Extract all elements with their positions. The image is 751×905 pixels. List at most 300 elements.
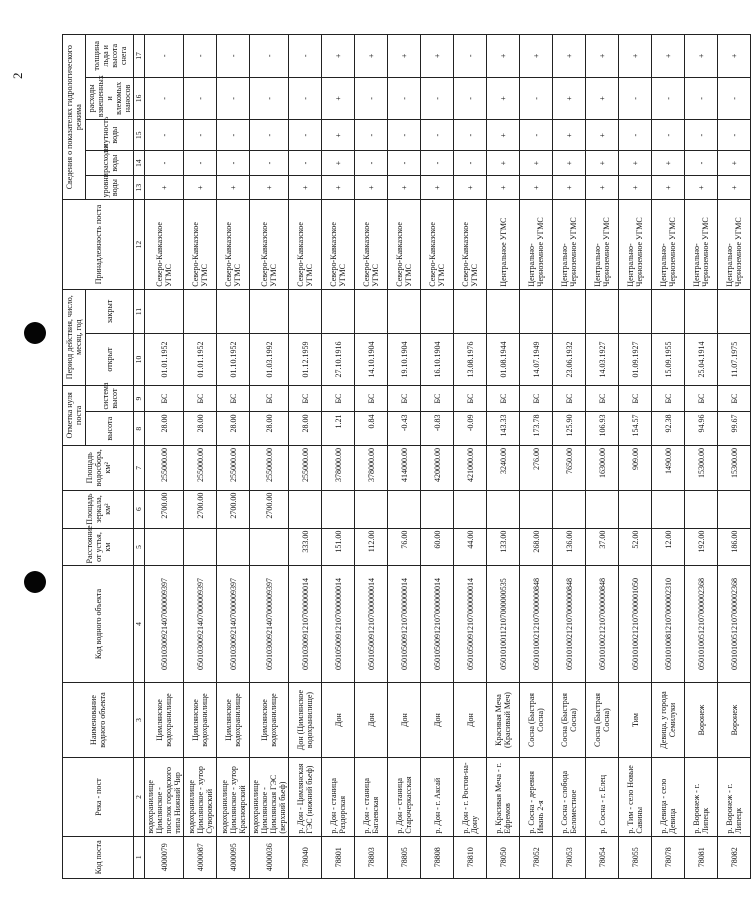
column-number: 6 xyxy=(134,490,145,528)
header-owner: Принадлежность поста xyxy=(63,200,134,289)
water-object-name: Дон xyxy=(454,682,487,758)
table-row xyxy=(520,35,553,879)
height-system: БС xyxy=(685,385,718,412)
owner: Северо-Кавказское УГМС xyxy=(388,200,421,289)
owner: Центрально-Черноземное УГМС xyxy=(619,200,652,289)
water-levels-flag: + xyxy=(145,175,184,200)
water-object-code: 05010500912107000000014 xyxy=(355,566,388,682)
ice-snow-flag: + xyxy=(322,35,355,78)
table-row xyxy=(322,35,355,879)
closed-date xyxy=(388,289,421,334)
water-object-code: 05010300921407000009397 xyxy=(250,566,289,682)
header-water-flow: расходы воды xyxy=(86,151,134,176)
turbidity-flag: - xyxy=(520,120,553,151)
header-river-post: Река - пост xyxy=(63,758,134,836)
distance: 151.00 xyxy=(322,528,355,566)
basin-area: 378000.00 xyxy=(322,445,355,490)
water-levels-flag: + xyxy=(250,175,289,200)
closed-date xyxy=(652,289,685,334)
height-system: БС xyxy=(322,385,355,412)
post-code: 78081 xyxy=(685,836,718,878)
opened-date: 11.07.1975 xyxy=(718,334,751,385)
opened-date: 01.09.1927 xyxy=(619,334,652,385)
river-post: р. Дон - станица Старочеркасская xyxy=(388,758,421,836)
water-object-name: Дон (Цимлянское водохранилище) xyxy=(289,682,322,758)
distance xyxy=(217,528,250,566)
river-post: р. Сосна - деревня Ивань 2-я xyxy=(520,758,553,836)
owner: Центрально-Черноземное УГМС xyxy=(652,200,685,289)
closed-date xyxy=(355,289,388,334)
water-object-name: Дон xyxy=(421,682,454,758)
distance: 333.00 xyxy=(289,528,322,566)
distance xyxy=(145,528,184,566)
zero-height: 143.33 xyxy=(487,412,520,445)
river-post: водохранилище Цимлянское - хутор Красноярский xyxy=(217,758,250,836)
turbidity-flag: - xyxy=(289,120,322,151)
ice-snow-flag: - xyxy=(289,35,322,78)
turbidity-flag: - xyxy=(184,120,217,151)
zero-height: 173.78 xyxy=(520,412,553,445)
zero-height: -0.43 xyxy=(388,412,421,445)
height-system: БС xyxy=(718,385,751,412)
water-object-name: Цимлянское водохранилище xyxy=(217,682,250,758)
river-post: р. Воронеж - г. Липецк xyxy=(685,758,718,836)
distance: 37.00 xyxy=(586,528,619,566)
basin-area: 255000.00 xyxy=(217,445,250,490)
basin-area: 276.00 xyxy=(520,445,553,490)
river-post: р. Воронеж - г. Липецк xyxy=(718,758,751,836)
river-post: водохранилище Цимлянское - Цимлянская ГЭС (верхний бьеф) xyxy=(250,758,289,836)
zero-height: 106.93 xyxy=(586,412,619,445)
river-post: р. Дон - Цимлянская ГЭС (нижний бьеф) xyxy=(289,758,322,836)
water-levels-flag: + xyxy=(289,175,322,200)
water-levels-flag: + xyxy=(652,175,685,200)
height-system: БС xyxy=(520,385,553,412)
table-row xyxy=(685,35,718,879)
table-row xyxy=(388,35,421,879)
water-object-name: Девица, у города Семилуки xyxy=(652,682,685,758)
water-flow-flag: - xyxy=(217,151,250,176)
mirror-area xyxy=(586,490,619,528)
zero-height: 154.57 xyxy=(619,412,652,445)
water-object-name: Тим xyxy=(619,682,652,758)
column-number-row xyxy=(134,35,145,879)
basin-area: 7650.00 xyxy=(553,445,586,490)
height-system: БС xyxy=(619,385,652,412)
ice-snow-flag: + xyxy=(355,35,388,78)
column-number: 15 xyxy=(134,120,145,151)
column-number: 17 xyxy=(134,35,145,78)
turbidity-flag: - xyxy=(355,120,388,151)
opened-date: 15.09.1955 xyxy=(652,334,685,385)
water-object-code: 05010100812107000002310 xyxy=(652,566,685,682)
ice-snow-flag: + xyxy=(619,35,652,78)
mirror-area xyxy=(718,490,751,528)
table-row xyxy=(454,35,487,879)
water-levels-flag: + xyxy=(184,175,217,200)
owner: Северо-Кавказское УГМС xyxy=(421,200,454,289)
closed-date xyxy=(718,289,751,334)
owner: Северо-Кавказское УГМС xyxy=(250,200,289,289)
water-object-code: 05010100212107000000848 xyxy=(586,566,619,682)
zero-height: 28.00 xyxy=(217,412,250,445)
mirror-area xyxy=(487,490,520,528)
header-hydro-group: Сведения о показателях гидрологического режима xyxy=(63,35,86,200)
ice-snow-flag: + xyxy=(652,35,685,78)
post-code: 78803 xyxy=(355,836,388,878)
turbidity-flag: - xyxy=(685,120,718,151)
water-object-name: Цимлянское водохранилище xyxy=(184,682,217,758)
sediment-flag: - xyxy=(388,77,421,119)
water-object-name: Воронеж xyxy=(685,682,718,758)
header-zero-mark-group: Отметка нуля поста xyxy=(63,385,86,445)
column-number: 2 xyxy=(134,758,145,836)
header-water-object-name: Наименование водного объекта xyxy=(63,682,134,758)
water-object-name: Дон xyxy=(388,682,421,758)
sediment-flag: - xyxy=(718,77,751,119)
basin-area: 16300.00 xyxy=(586,445,619,490)
zero-height: 28.00 xyxy=(145,412,184,445)
table-row xyxy=(217,35,250,879)
water-object-name: Дон xyxy=(355,682,388,758)
basin-area: 414000.00 xyxy=(388,445,421,490)
water-levels-flag: + xyxy=(355,175,388,200)
owner: Центрально-Черноземное УГМС xyxy=(586,200,619,289)
post-code: 4000036 xyxy=(250,836,289,878)
water-flow-flag: - xyxy=(421,151,454,176)
zero-height: 28.00 xyxy=(184,412,217,445)
closed-date xyxy=(685,289,718,334)
sediment-flag: + xyxy=(586,77,619,119)
water-flow-flag: + xyxy=(520,151,553,176)
mirror-area xyxy=(388,490,421,528)
water-object-name: Сосна (Быстрая Сосна) xyxy=(553,682,586,758)
river-post: р. Красивая Меча - г. Ефремов xyxy=(487,758,520,836)
ice-snow-flag: + xyxy=(388,35,421,78)
table-row xyxy=(718,35,751,879)
water-object-code: 05010100512107000002368 xyxy=(718,566,751,682)
owner: Северо-Кавказское УГМС xyxy=(184,200,217,289)
column-number: 7 xyxy=(134,445,145,490)
basin-area: 421000.00 xyxy=(454,445,487,490)
water-flow-flag: + xyxy=(322,151,355,176)
water-object-code: 05010500912107000000014 xyxy=(388,566,421,682)
column-number: 14 xyxy=(134,151,145,176)
turbidity-flag: - xyxy=(454,120,487,151)
owner: Северо-Кавказское УГМС xyxy=(322,200,355,289)
water-flow-flag: - xyxy=(289,151,322,176)
opened-date: 14.10.1904 xyxy=(355,334,388,385)
column-number: 11 xyxy=(134,289,145,334)
owner: Центрально-Черноземное УГМС xyxy=(718,200,751,289)
table-row xyxy=(487,35,520,879)
closed-date xyxy=(184,289,217,334)
turbidity-flag: - xyxy=(718,120,751,151)
header-water-levels: уровни воды xyxy=(86,175,134,200)
owner: Северо-Кавказское УГМС xyxy=(289,200,322,289)
water-levels-flag: + xyxy=(388,175,421,200)
ice-snow-flag: + xyxy=(520,35,553,78)
owner: Северо-Кавказское УГМС xyxy=(145,200,184,289)
mirror-area xyxy=(322,490,355,528)
water-levels-flag: + xyxy=(421,175,454,200)
turbidity-flag: - xyxy=(619,120,652,151)
post-code: 78050 xyxy=(487,836,520,878)
distance: 52.00 xyxy=(619,528,652,566)
basin-area: 3240.00 xyxy=(487,445,520,490)
opened-date: 27.10.1916 xyxy=(322,334,355,385)
post-code: 78040 xyxy=(289,836,322,878)
opened-date: 01.03.1992 xyxy=(250,334,289,385)
distance: 136.00 xyxy=(553,528,586,566)
water-flow-flag: - xyxy=(388,151,421,176)
column-number: 10 xyxy=(134,334,145,385)
zero-height: 94.96 xyxy=(685,412,718,445)
zero-height: -0.09 xyxy=(454,412,487,445)
column-number: 8 xyxy=(134,412,145,445)
column-number: 16 xyxy=(134,77,145,119)
turbidity-flag: - xyxy=(145,120,184,151)
water-object-code: 05010500912107000000014 xyxy=(421,566,454,682)
table-row xyxy=(553,35,586,879)
header-height: высота xyxy=(86,412,134,445)
table-row xyxy=(421,35,454,879)
ice-snow-flag: + xyxy=(487,35,520,78)
mirror-area xyxy=(421,490,454,528)
post-code: 78082 xyxy=(718,836,751,878)
water-object-name: Сосна (Быстрая Сосна) xyxy=(586,682,619,758)
zero-height: 28.00 xyxy=(250,412,289,445)
turbidity-flag: - xyxy=(217,120,250,151)
closed-date xyxy=(217,289,250,334)
water-object-name: Сосна (Быстрая Сосна) xyxy=(520,682,553,758)
water-object-code: 05010500912107000000014 xyxy=(454,566,487,682)
basin-area: 255000.00 xyxy=(184,445,217,490)
water-flow-flag: + xyxy=(586,151,619,176)
distance: 186.00 xyxy=(718,528,751,566)
sediment-flag: + xyxy=(553,77,586,119)
ice-snow-flag: - xyxy=(217,35,250,78)
basin-area: 255000.00 xyxy=(289,445,322,490)
sediment-flag: + xyxy=(322,77,355,119)
distance: 12.00 xyxy=(652,528,685,566)
closed-date xyxy=(553,289,586,334)
river-post: р. Дон - станица Раздорская xyxy=(322,758,355,836)
sediment-flag: - xyxy=(619,77,652,119)
sediment-flag: - xyxy=(355,77,388,119)
water-levels-flag: + xyxy=(685,175,718,200)
river-post: водохранилище Цимлянское - поселок городского типа Нижний Чир xyxy=(145,758,184,836)
closed-date xyxy=(520,289,553,334)
distance: 268.00 xyxy=(520,528,553,566)
header-basin-area: Площадь водосбора, км² xyxy=(63,445,134,490)
water-flow-flag: - xyxy=(355,151,388,176)
owner: Центральное УГМС xyxy=(487,200,520,289)
mirror-area xyxy=(685,490,718,528)
water-levels-flag: + xyxy=(487,175,520,200)
distance: 112.00 xyxy=(355,528,388,566)
ice-snow-flag: + xyxy=(685,35,718,78)
distance: 76.00 xyxy=(388,528,421,566)
basin-area: 420000.00 xyxy=(421,445,454,490)
height-system: БС xyxy=(421,385,454,412)
post-code: 78810 xyxy=(454,836,487,878)
water-levels-flag: + xyxy=(322,175,355,200)
distance xyxy=(250,528,289,566)
water-object-code: 05010100212107000001050 xyxy=(619,566,652,682)
zero-height: 99.67 xyxy=(718,412,751,445)
height-system: БС xyxy=(586,385,619,412)
opened-date: 23.06.1932 xyxy=(553,334,586,385)
water-object-name: Цимлянское водохранилище xyxy=(145,682,184,758)
water-flow-flag: - xyxy=(685,151,718,176)
water-object-code: 05010100112107000000535 xyxy=(487,566,520,682)
closed-date xyxy=(322,289,355,334)
basin-area: 909.00 xyxy=(619,445,652,490)
table-row xyxy=(250,35,289,879)
water-levels-flag: + xyxy=(217,175,250,200)
height-system: БС xyxy=(355,385,388,412)
height-system: БС xyxy=(217,385,250,412)
zero-height: 0.84 xyxy=(355,412,388,445)
post-code: 78053 xyxy=(553,836,586,878)
mirror-area xyxy=(355,490,388,528)
sediment-flag: - xyxy=(652,77,685,119)
sediment-flag: - xyxy=(454,77,487,119)
header-water-object-code: Код водного объекта xyxy=(63,566,134,682)
closed-date xyxy=(145,289,184,334)
post-code: 78805 xyxy=(388,836,421,878)
mirror-area xyxy=(652,490,685,528)
water-levels-flag: + xyxy=(619,175,652,200)
hydro-posts-table xyxy=(62,34,751,879)
ice-snow-flag: + xyxy=(553,35,586,78)
sediment-flag: + xyxy=(487,77,520,119)
closed-date xyxy=(619,289,652,334)
ice-snow-flag: + xyxy=(421,35,454,78)
water-object-code: 05010100512107000002368 xyxy=(685,566,718,682)
opened-date: 01.10.1952 xyxy=(217,334,250,385)
zero-height: 1.21 xyxy=(322,412,355,445)
water-flow-flag: + xyxy=(553,151,586,176)
header-opened: открыт xyxy=(86,334,134,385)
post-code: 78808 xyxy=(421,836,454,878)
river-post: р. Дон - станица Багаевская xyxy=(355,758,388,836)
height-system: БС xyxy=(487,385,520,412)
opened-date: 14.07.1949 xyxy=(520,334,553,385)
water-flow-flag: - xyxy=(145,151,184,176)
page-number: 2 xyxy=(10,72,25,79)
distance: 133.00 xyxy=(487,528,520,566)
post-code: 78801 xyxy=(322,836,355,878)
river-post: водохранилище Цимлянское - хутор Суворовский xyxy=(184,758,217,836)
zero-height: 125.90 xyxy=(553,412,586,445)
zero-height: -0.83 xyxy=(421,412,454,445)
post-code: 4000087 xyxy=(184,836,217,878)
sediment-flag: - xyxy=(145,77,184,119)
turbidity-flag: + xyxy=(553,120,586,151)
ice-snow-flag: + xyxy=(586,35,619,78)
ice-snow-flag: - xyxy=(454,35,487,78)
water-levels-flag: + xyxy=(454,175,487,200)
basin-area: 15300.00 xyxy=(685,445,718,490)
zero-height: 92.38 xyxy=(652,412,685,445)
closed-date xyxy=(586,289,619,334)
water-object-name: Красивая Меча (Красивый Меч) xyxy=(487,682,520,758)
closed-date xyxy=(487,289,520,334)
opened-date: 01.01.1952 xyxy=(145,334,184,385)
turbidity-flag: - xyxy=(250,120,289,151)
mirror-area: 2700.00 xyxy=(250,490,289,528)
header-post-code: Код поста xyxy=(63,836,134,878)
opened-date: 01.08.1944 xyxy=(487,334,520,385)
basin-area: 255000.00 xyxy=(250,445,289,490)
water-flow-flag: - xyxy=(454,151,487,176)
turbidity-flag: - xyxy=(421,120,454,151)
water-flow-flag: - xyxy=(184,151,217,176)
water-object-name: Цимлянское водохранилище xyxy=(250,682,289,758)
turbidity-flag: - xyxy=(388,120,421,151)
closed-date xyxy=(289,289,322,334)
owner: Северо-Кавказское УГМС xyxy=(454,200,487,289)
water-object-code: 05010300921407000009397 xyxy=(145,566,184,682)
height-system: БС xyxy=(553,385,586,412)
turbidity-flag: - xyxy=(652,120,685,151)
mirror-area: 2700.00 xyxy=(184,490,217,528)
basin-area: 255000.00 xyxy=(145,445,184,490)
height-system: БС xyxy=(652,385,685,412)
owner: Центрально-Черноземное УГМС xyxy=(553,200,586,289)
table-row xyxy=(355,35,388,879)
sediment-flag: - xyxy=(685,77,718,119)
water-object-code: 05010100212107000000848 xyxy=(553,566,586,682)
turbidity-flag: + xyxy=(322,120,355,151)
water-object-code: 05010300921407000009397 xyxy=(184,566,217,682)
mirror-area xyxy=(289,490,322,528)
closed-date xyxy=(454,289,487,334)
column-number: 12 xyxy=(134,200,145,289)
turbidity-flag: + xyxy=(487,120,520,151)
mirror-area xyxy=(520,490,553,528)
mirror-area: 2700.00 xyxy=(145,490,184,528)
river-post: р. Дон - г. Аксай xyxy=(421,758,454,836)
header-closed: закрыт xyxy=(86,289,134,334)
column-number: 9 xyxy=(134,385,145,412)
table-row xyxy=(145,35,184,879)
ice-snow-flag: - xyxy=(184,35,217,78)
opened-date: 01.01.1952 xyxy=(184,334,217,385)
post-code: 78054 xyxy=(586,836,619,878)
owner: Центрально-Черноземное УГМС xyxy=(685,200,718,289)
water-flow-flag: + xyxy=(652,151,685,176)
water-object-code: 05010300912107000000014 xyxy=(289,566,322,682)
ice-snow-flag: - xyxy=(250,35,289,78)
opened-date: 14.03.1927 xyxy=(586,334,619,385)
water-levels-flag: + xyxy=(586,175,619,200)
water-flow-flag: + xyxy=(718,151,751,176)
height-system: БС xyxy=(145,385,184,412)
water-levels-flag: + xyxy=(520,175,553,200)
column-number: 1 xyxy=(134,836,145,878)
mirror-area xyxy=(553,490,586,528)
table-row xyxy=(652,35,685,879)
owner: Северо-Кавказское УГМС xyxy=(217,200,250,289)
opened-date: 25.04.1914 xyxy=(685,334,718,385)
mirror-area: 2700.00 xyxy=(217,490,250,528)
post-code: 78052 xyxy=(520,836,553,878)
distance: 192.00 xyxy=(685,528,718,566)
water-flow-flag: + xyxy=(487,151,520,176)
